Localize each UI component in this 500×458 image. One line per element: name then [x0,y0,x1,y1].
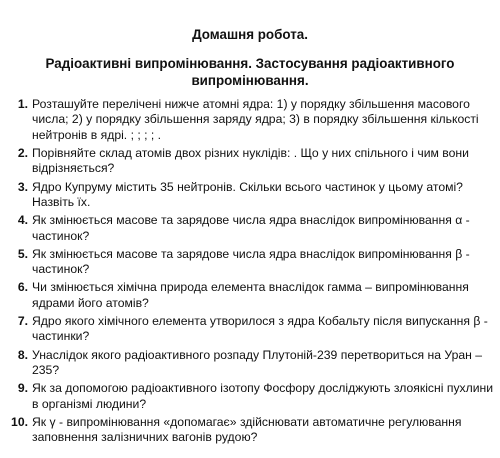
task-text: Як γ - випромінювання «допомагає» здійснювати автоматичне регулювання заповнення залізничних вагонів рудою? [32,414,462,445]
task-item-7 [6,314,496,345]
page-subtitle: Радіоактивні випромінювання. Застосування радіоактивного випромінювання. [45,56,455,88]
task-item-5 [6,247,496,278]
task-number: 10. [11,414,28,429]
task-item-9 [6,381,496,412]
task-text: Як змінюється масове та зарядове числа ядра внаслідок випромінювання β - частинок? [32,246,470,277]
task-text: Як змінюється масове та зарядове числа ядра внаслідок випромінювання α - частинок? [32,213,470,243]
task-text: Як за допомогою радіоактивного ізотопу Фосфору досліджують злоякісні пухлини в організмі людини? [32,381,494,411]
task-item-4 [6,213,496,244]
task-text: Унаслідок якого радіоактивного розпаду Плутоній-239 перетвориться на Уран – 235? [32,347,483,378]
task-item-3 [6,180,496,211]
task-item-10 [6,415,496,446]
task-list [6,97,496,449]
task-number: 9. [17,381,28,396]
task-number: 3. [17,179,28,194]
task-number: 6. [17,280,28,295]
task-item-6 [6,280,496,311]
task-text: Чи змінюється хімічна природа елемента внаслідок гамма – випромінювання ядрами його атомів? [32,280,469,310]
task-number: 2. [17,146,28,161]
task-number: 5. [17,246,28,261]
task-text: Розташуйте перелічені нижче атомні ядра: 1) у порядку збільшення масового числа; 2) у порядку збільшення заряду ядра; 3) в порядку збільшення кількості нейтронів в ядрі. ; ; ; ; . [32,97,479,142]
task-text: Ядро якого хімічного елемента утворилося з ядра Кобальту після випускання β - частинки? [32,314,488,344]
task-text: Ядро Купруму містить 35 нейтронів. Скільки всього частинок у цьому атомі? Назвіть їх. [32,179,463,210]
task-text: Порівняйте склад атомів двох різних нуклідів: . Що у них спільного і чим вони відрізняється? [32,146,469,176]
page-title: Домашня робота. [192,27,308,42]
task-number: 1. [17,97,28,111]
task-number: 8. [17,347,28,362]
task-item-2 [6,146,496,177]
task-item-1 [6,97,496,143]
task-item-8 [6,348,496,379]
task-number: 7. [17,314,28,329]
task-number: 4. [17,213,28,228]
